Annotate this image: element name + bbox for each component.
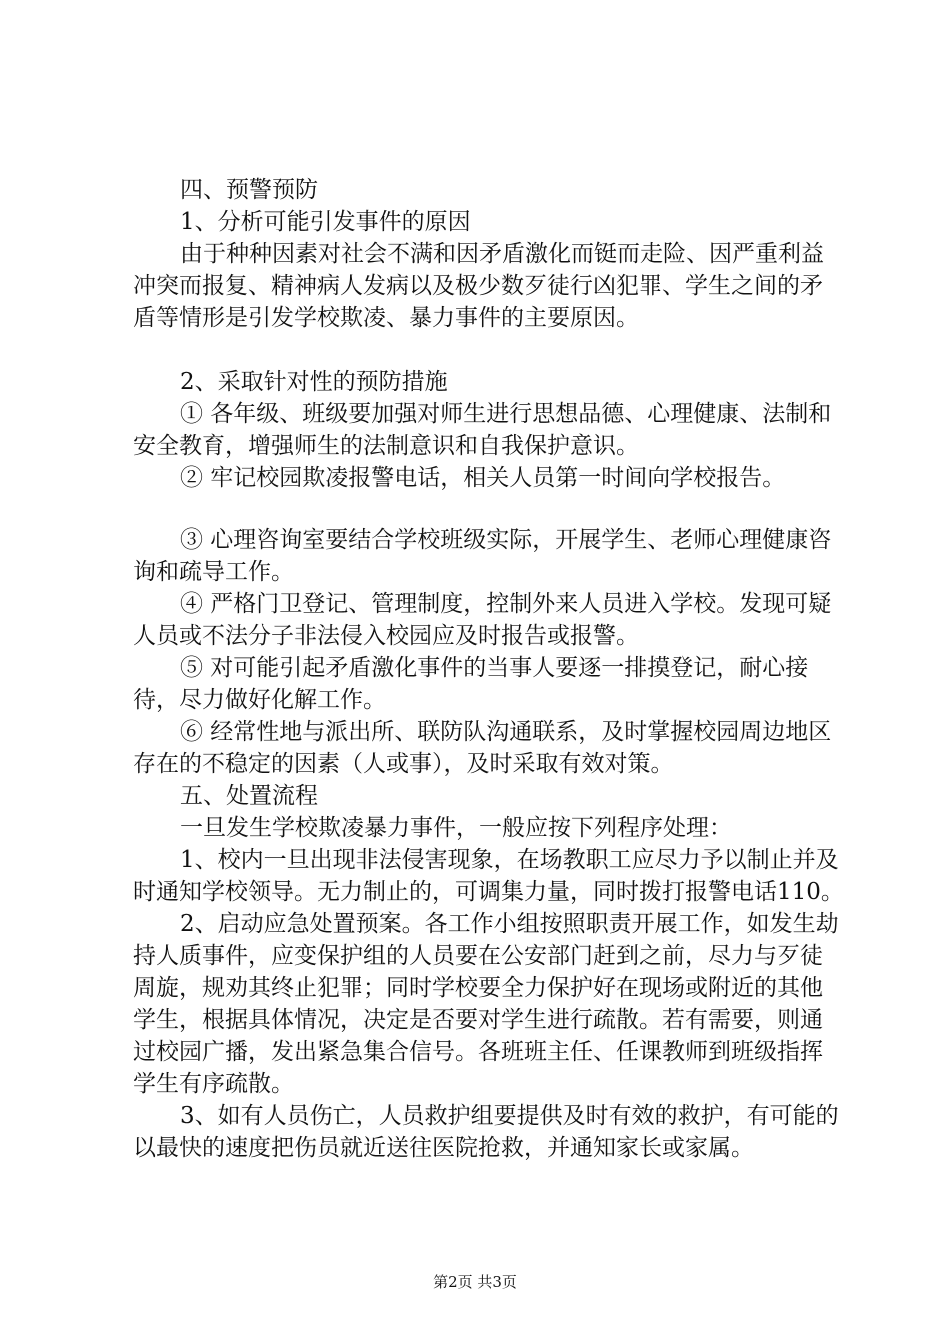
measure-item: ④ 严格门卫登记、管理制度，控制外来人员进入学校。发现可疑人员或不法分子非法侵入校园应及时报告或报警。 [133,591,832,649]
page-footer: 第2页 共3页 [433,1273,517,1291]
subheading-causes: 1、分析可能引发事件的原因 [180,209,471,235]
procedure-intro: 一旦发生学校欺凌暴力事件，一般应按下列程序处理： [180,815,732,841]
section-heading-procedure: 五、处置流程 [180,783,318,809]
section-heading-warning: 四、预警预防 [180,177,318,203]
measure-item: ① 各年级、班级要加强对师生进行思想品德、心理健康、法制和安全教育，增强师生的法制意识和自我保护意识。 [133,401,832,459]
paragraph-causes: 由于种种因素对社会不满和因矛盾激化而铤而走险、因严重利益冲突而报复、精神病人发病以及极少数歹徒行凶犯罪、学生之间的矛盾等情形是引发学校欺凌、暴力事件的主要原因。 [133,241,824,331]
procedure-step: 3、如有人员伤亡，人员救护组要提供及时有效的救护，有可能的以最快的速度把伤员就近送往医院抢救，并通知家长或家属。 [133,1103,839,1161]
measure-item: ③ 心理咨询室要结合学校班级实际，开展学生、老师心理健康咨询和疏导工作。 [133,527,832,585]
measure-item: ② 牢记校园欺凌报警电话，相关人员第一时间向学校报告。 [180,465,786,491]
procedure-step: 1、校内一旦出现非法侵害现象，在场教职工应尽力予以制止并及时通知学校领导。无力制止的，可调集力量，同时拨打报警电话110。 [133,847,844,905]
measure-item: ⑥ 经常性地与派出所、联防队沟通联系，及时掌握校园周边地区存在的不稳定的因素（人或事），及时采取有效对策。 [133,719,832,777]
subheading-measures: 2、采取针对性的预防措施 [180,369,448,395]
measure-item: ⑤ 对可能引起矛盾激化事件的当事人要逐一排摸登记，耐心接待，尽力做好化解工作。 [133,655,809,713]
document-body [133,174,845,1164]
procedure-step: 2、启动应急处置预案。各工作小组按照职责开展工作，如发生劫持人质事件，应变保护组的人员要在公安部门赶到之前，尽力与歹徒周旋，规劝其终止犯罪；同时学校要全力保护好在现场或附近的其他学生，根据具体情况，决定是否要对学生进行疏散。若有需要，则通过校园广播，发出紧急集合信号。各班班主任、任课教师到班级指挥学生有序疏散。 [133,911,839,1097]
